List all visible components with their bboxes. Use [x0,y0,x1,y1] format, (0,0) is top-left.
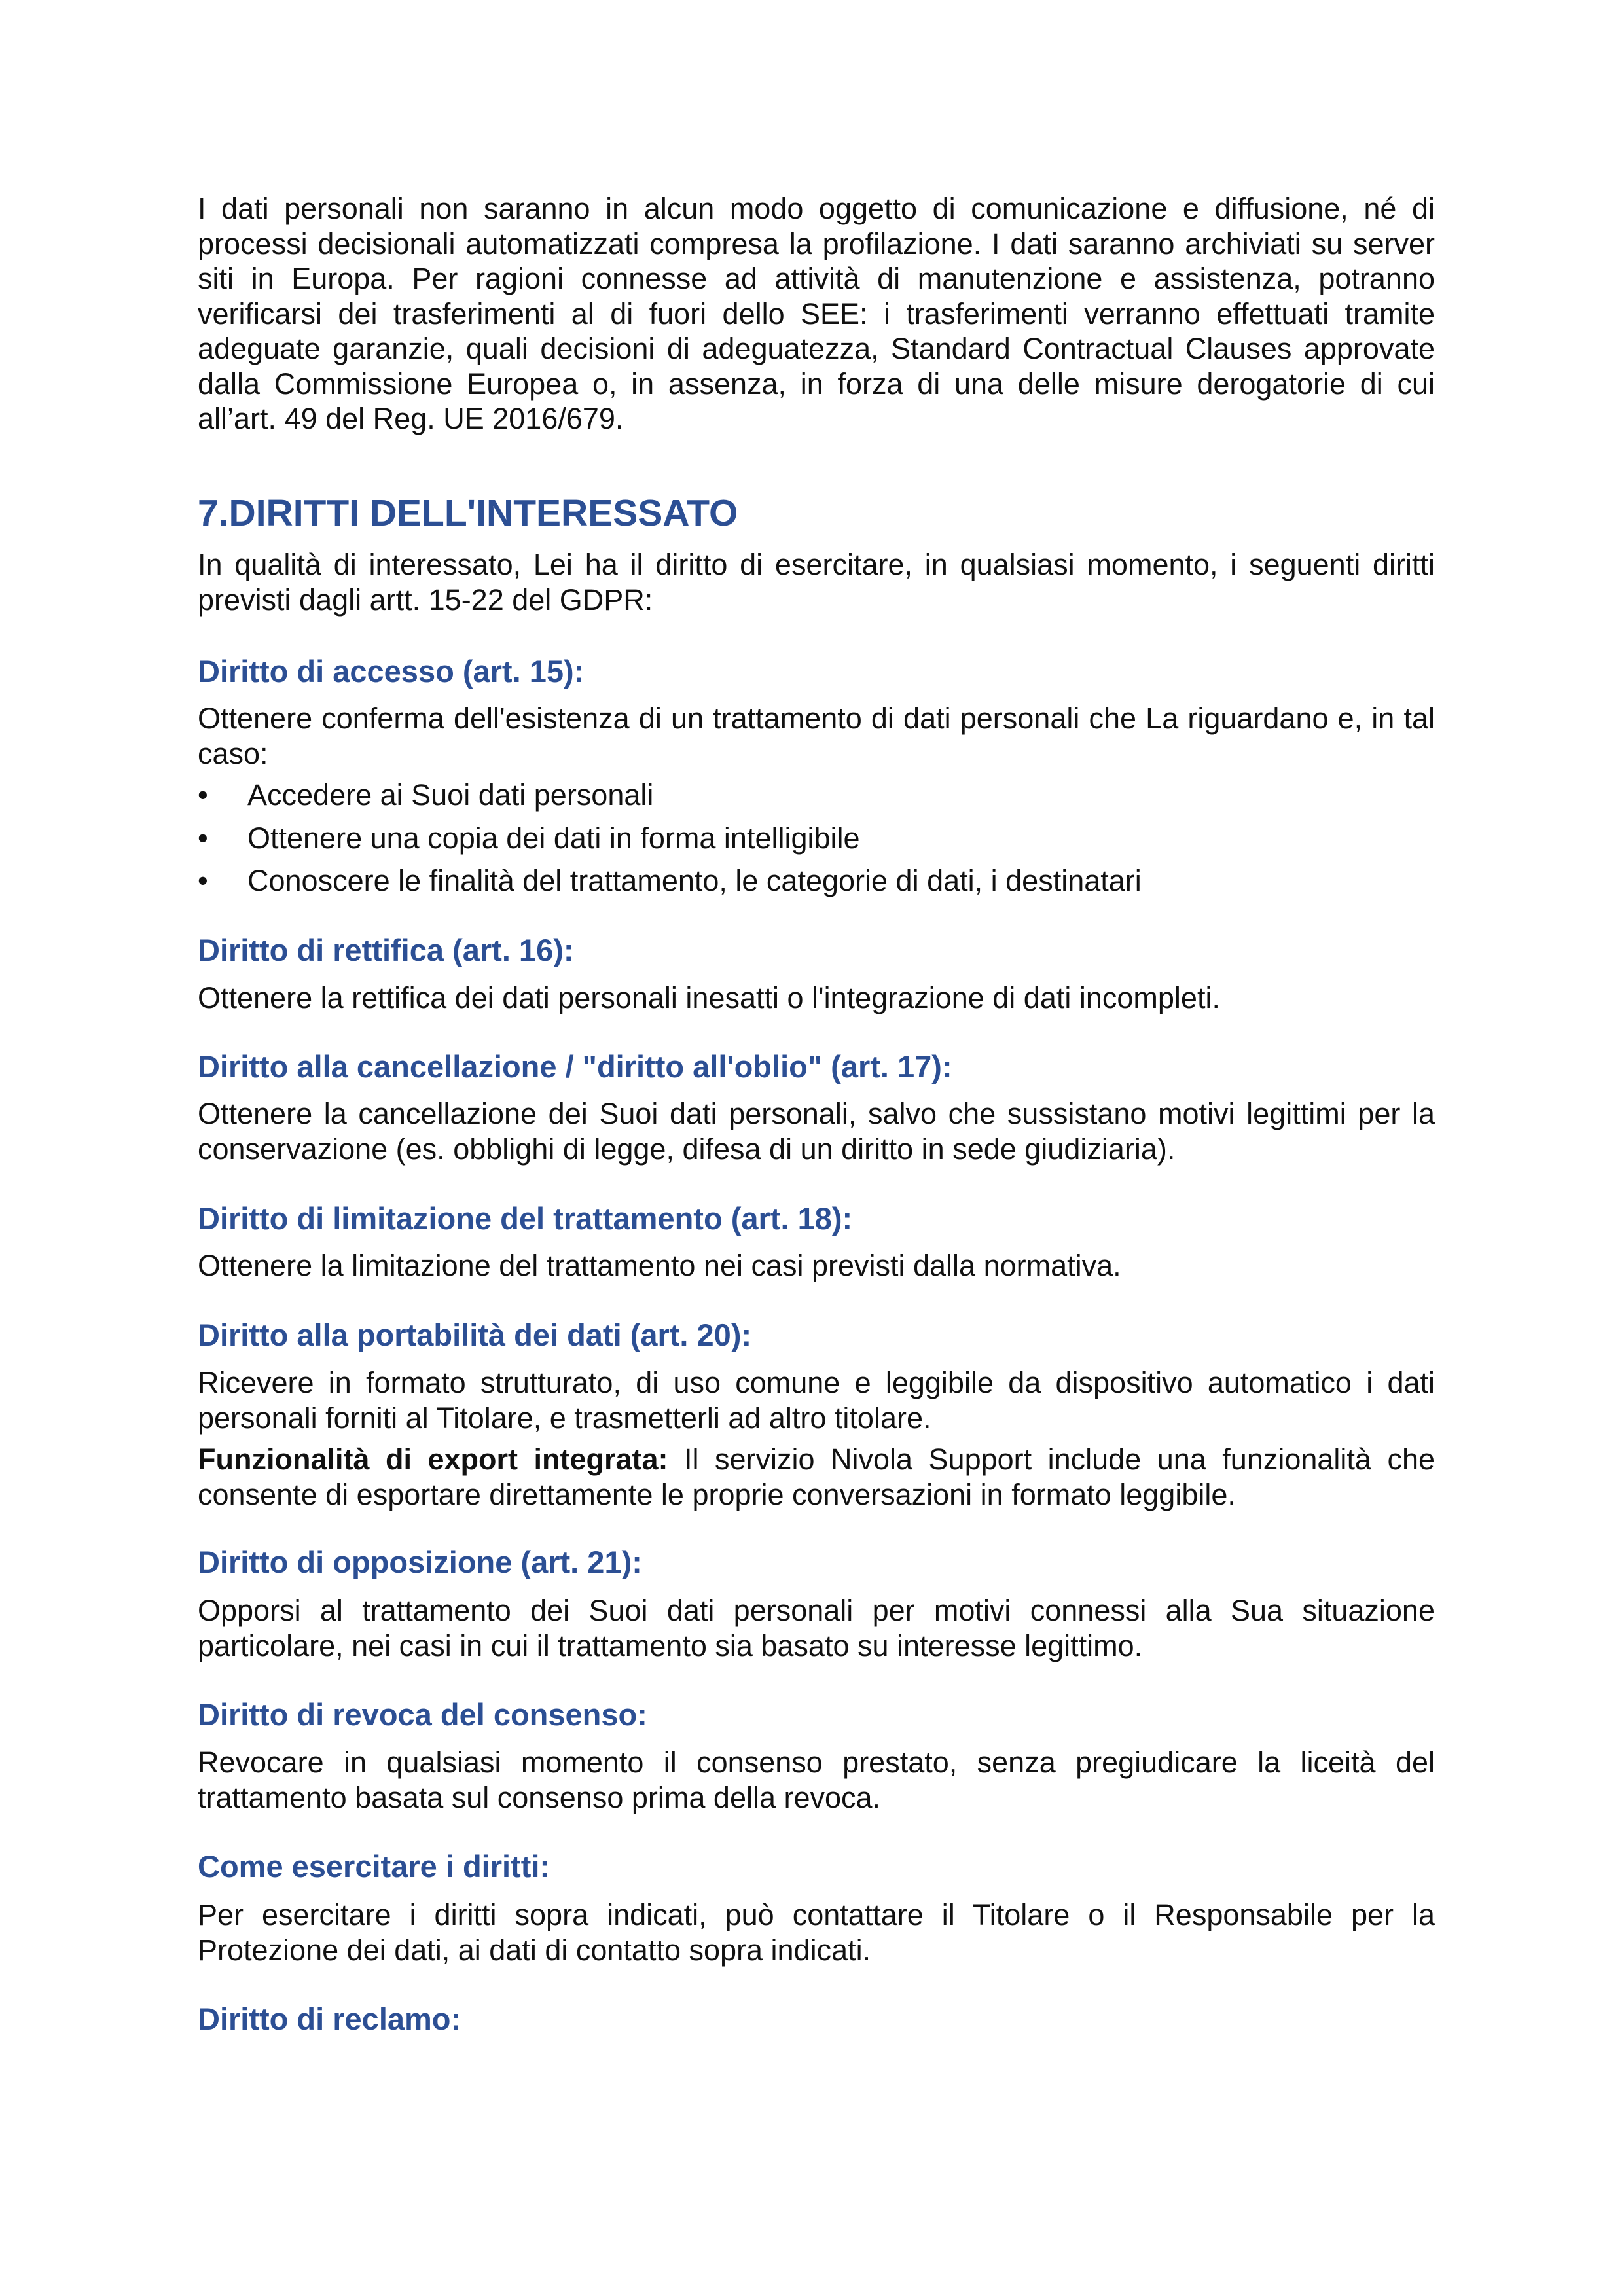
portability-text: Ricevere in formato strutturato, di uso comune e leggibile da dispositivo automatico i dati personali forniti al Titolare, e trasmetterli ad altro titolare. [198,1366,1435,1435]
export-feature-label: Funzionalità di export integrata: [198,1443,668,1476]
heading-access: Diritto di accesso (art. 15): [198,654,585,689]
section-title: 7.DIRITTI DELL'INTERESSATO [198,492,738,534]
heading-objection: Diritto di opposizione (art. 21): [198,1545,642,1579]
withdrawal-text: Revocare in qualsiasi momento il consenso prestato, senza pregiudicare la liceità del trattamento basata sul consenso prima della revoca. [198,1746,1435,1814]
list-item-text: Conoscere le finalità del trattamento, le categorie di dati, i destinatari [247,864,1142,897]
heading-complaint: Diritto di reclamo: [198,2001,461,2036]
erasure-text: Ottenere la cancellazione dei Suoi dati personali, salvo che sussistano motivi legittimi per la conservazione (es. obblighi di legge, difesa di un diritto in sede giudiziaria). [198,1097,1435,1166]
how-to-text: Per esercitare i diritti sopra indicati, può contattare il Titolare o il Responsabile per la Protezione dei dati, ai dati di contatto sopra indicati. [198,1898,1435,1967]
restriction-text: Ottenere la limitazione del trattamento nei casi previsti dalla normativa. [198,1249,1121,1282]
access-text: Ottenere conferma dell'esistenza di un trattamento di dati personali che La riguardano e, in tal caso: [198,702,1435,770]
heading-withdrawal: Diritto di revoca del consenso: [198,1697,647,1732]
heading-erasure: Diritto alla cancellazione / "diritto all'oblio" (art. 17): [198,1049,952,1084]
heading-portability: Diritto alla portabilità dei dati (art. 20): [198,1318,752,1352]
bullet-icon: • [198,821,208,855]
access-bullet-list [198,778,1435,899]
intro-paragraph: I dati personali non saranno in alcun modo oggetto di comunicazione e diffusione, né di processi decisionali automatizzati compresa la profilazione. I dati saranno archiviati su server siti in Europa. Per ragioni connesse ad attività di manutenzione e assistenza, potranno verificarsi dei trasferimenti al di fuori dello SEE: i trasferimenti verranno effettuati tramite adeguate garanzie, quali decisioni di adeguatezza, Standard Contractual Clauses approvate dalla Commissione Europea o, in assenza, in forza di una delle misure derogatorie di cui all’art. 49 del Reg. UE 2016/679. [198,192,1435,435]
list-item [198,778,1435,813]
rectification-text: Ottenere la rettifica dei dati personali inesatti o l'integrazione di dati incompleti. [198,981,1220,1014]
heading-rectification: Diritto di rettifica (art. 16): [198,933,574,967]
list-item [198,863,1435,899]
bullet-icon: • [198,864,208,897]
export-feature-paragraph [198,1442,1435,1512]
list-item [198,821,1435,856]
objection-text: Opporsi al trattamento dei Suoi dati personali per motivi connessi alla Sua situazione particolare, nei casi in cui il trattamento sia basato su interesse legittimo. [198,1594,1435,1662]
bullet-icon: • [198,778,208,812]
section-intro: In qualità di interessato, Lei ha il diritto di esercitare, in qualsiasi momento, i seguenti diritti previsti dagli artt. 15-22 del GDPR: [198,548,1435,617]
export-feature-text: Il servizio Nivola Support include una funzionalità che consente di esportare direttamente le proprie conversazioni in formato leggibile. [198,1443,1435,1511]
heading-how-to: Come esercitare i diritti: [198,1849,550,1884]
list-item-text: Accedere ai Suoi dati personali [247,778,654,812]
list-item-text: Ottenere una copia dei dati in forma intelligibile [247,821,860,855]
heading-restriction: Diritto di limitazione del trattamento (art. 18): [198,1201,853,1236]
